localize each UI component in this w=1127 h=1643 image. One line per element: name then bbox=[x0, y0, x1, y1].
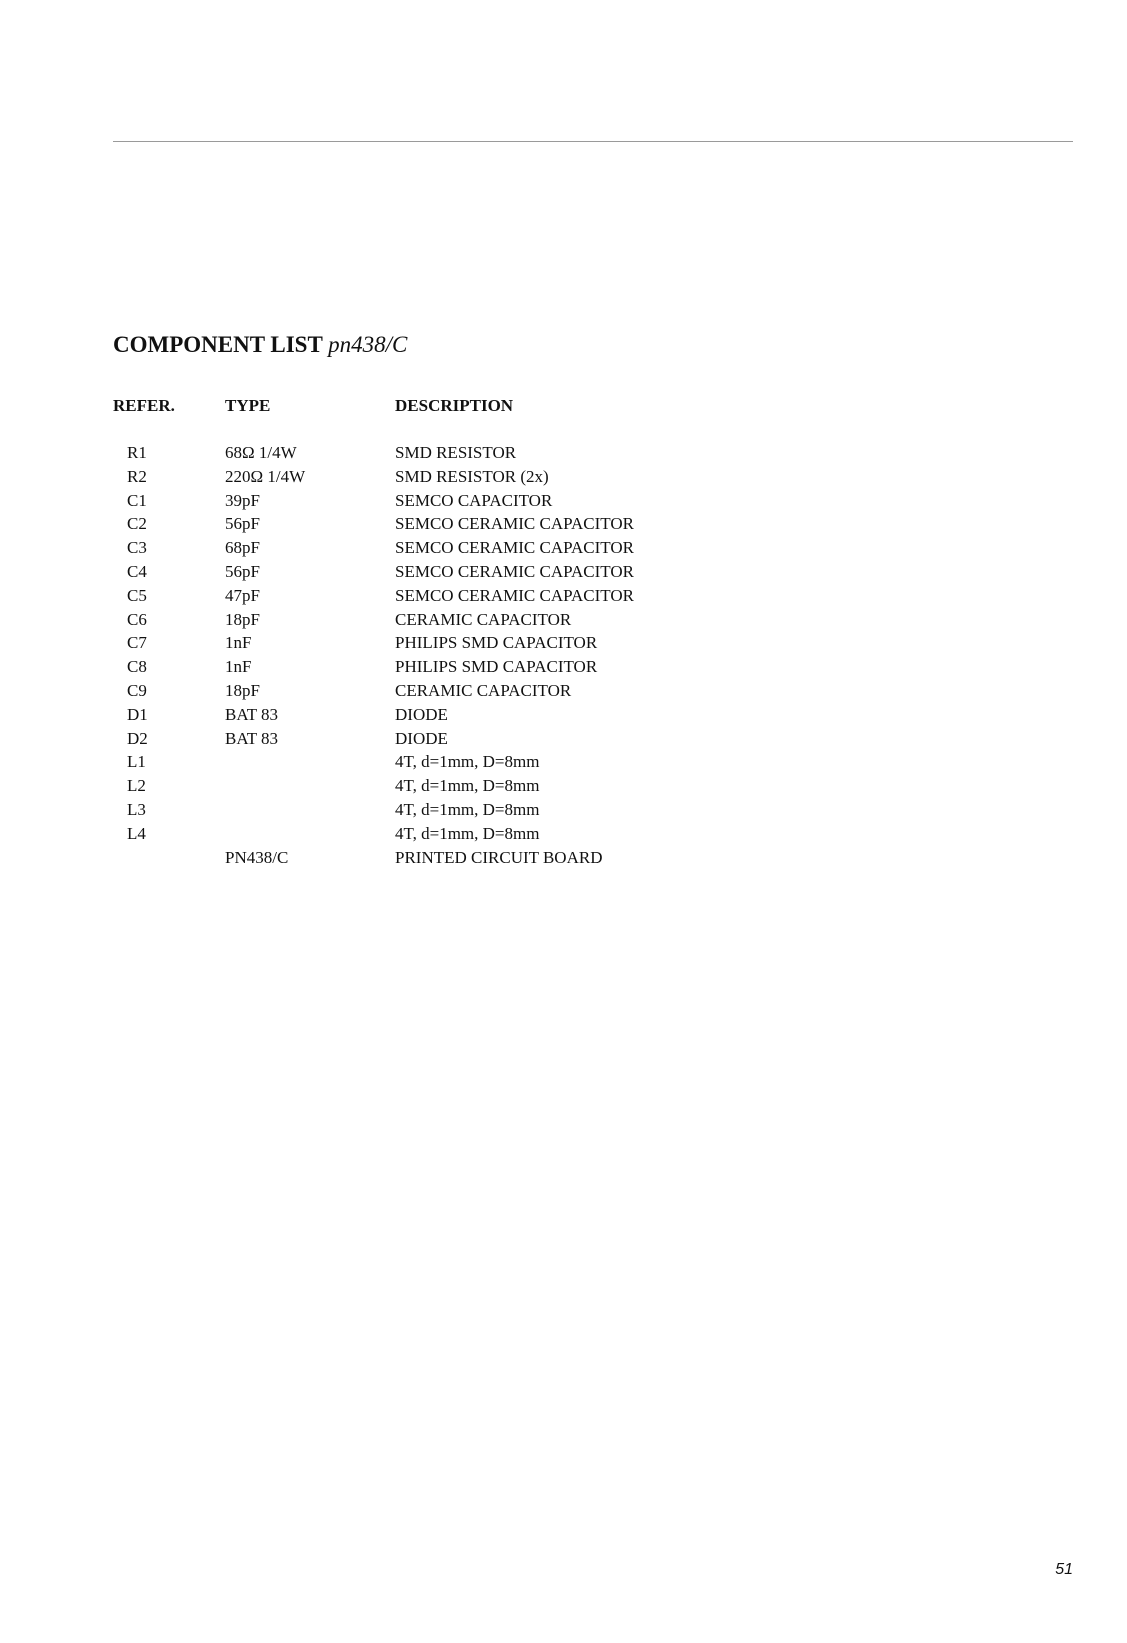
cell-refer: C2 bbox=[127, 514, 147, 534]
cell-refer bbox=[113, 846, 225, 870]
table-row bbox=[113, 608, 795, 632]
table-row bbox=[113, 584, 795, 608]
table-row bbox=[113, 750, 795, 774]
page-title-model: pn438/C bbox=[328, 332, 408, 357]
cell-refer: R1 bbox=[127, 443, 147, 462]
cell-type: 47pF bbox=[225, 585, 260, 605]
table-row bbox=[113, 536, 795, 560]
table-row bbox=[113, 441, 795, 465]
cell-type: BAT 83 bbox=[225, 728, 279, 748]
cell-type: 56pF bbox=[225, 561, 260, 581]
table-header-row bbox=[113, 395, 795, 441]
cell-type: 56pF bbox=[225, 514, 260, 534]
cell-description: PRINTED CIRCUIT BOARD bbox=[395, 847, 603, 867]
top-divider bbox=[113, 141, 1073, 142]
cell-type: 1nF bbox=[225, 633, 252, 653]
cell-description: CERAMIC CAPACITOR bbox=[395, 680, 572, 700]
table-row bbox=[113, 703, 795, 727]
cell-type: PN438/C bbox=[225, 847, 289, 867]
cell-description: 4T, d=1mm, D=8mm bbox=[395, 799, 540, 819]
cell-refer: C8 bbox=[127, 657, 147, 677]
cell-refer: C7 bbox=[127, 633, 147, 653]
table-row bbox=[113, 512, 795, 536]
page-number: 51 bbox=[1055, 1561, 1073, 1578]
page-title bbox=[113, 333, 407, 356]
cell-type: 220Ω 1/4W bbox=[225, 466, 306, 486]
cell-description: SMD RESISTOR (2x) bbox=[395, 466, 549, 486]
cell-refer: C5 bbox=[127, 585, 147, 605]
cell-type: 68pF bbox=[225, 538, 260, 558]
component-table bbox=[113, 395, 795, 869]
table-row bbox=[113, 489, 795, 513]
cell-type: 18pF bbox=[225, 680, 260, 700]
table-row bbox=[113, 465, 795, 489]
cell-description: DIODE bbox=[395, 728, 448, 748]
cell-type bbox=[225, 822, 395, 846]
cell-type: 1nF bbox=[225, 657, 252, 677]
cell-description: SEMCO CERAMIC CAPACITOR bbox=[395, 561, 635, 581]
page-title-main: COMPONENT LIST bbox=[113, 332, 323, 357]
cell-description: SMD RESISTOR bbox=[395, 443, 517, 462]
cell-type bbox=[225, 774, 395, 798]
header-refer: REFER. bbox=[113, 396, 175, 415]
table-row bbox=[113, 798, 795, 822]
table-row bbox=[113, 727, 795, 751]
table-row bbox=[113, 631, 795, 655]
cell-refer: C4 bbox=[127, 561, 147, 581]
cell-refer: L2 bbox=[127, 776, 146, 796]
cell-type bbox=[225, 798, 395, 822]
cell-refer: L1 bbox=[127, 752, 146, 772]
cell-description: SEMCO CERAMIC CAPACITOR bbox=[395, 538, 635, 558]
table-row bbox=[113, 846, 795, 870]
cell-type: 68Ω 1/4W bbox=[225, 443, 297, 462]
cell-description: 4T, d=1mm, D=8mm bbox=[395, 776, 540, 796]
cell-description: SEMCO CAPACITOR bbox=[395, 490, 553, 510]
cell-type: BAT 83 bbox=[225, 704, 279, 724]
cell-description: 4T, d=1mm, D=8mm bbox=[395, 823, 540, 843]
header-description: DESCRIPTION bbox=[395, 396, 514, 415]
cell-refer: C6 bbox=[127, 609, 147, 629]
cell-type bbox=[225, 750, 395, 774]
cell-refer: L3 bbox=[127, 799, 146, 819]
table-body bbox=[113, 441, 795, 869]
cell-refer: C9 bbox=[127, 680, 147, 700]
cell-description: SEMCO CERAMIC CAPACITOR bbox=[395, 514, 635, 534]
cell-description: 4T, d=1mm, D=8mm bbox=[395, 752, 540, 772]
cell-refer: R2 bbox=[127, 466, 147, 486]
table-row bbox=[113, 655, 795, 679]
cell-refer: D2 bbox=[127, 728, 148, 748]
cell-refer: D1 bbox=[127, 704, 148, 724]
header-type: TYPE bbox=[225, 396, 271, 415]
table-row bbox=[113, 822, 795, 846]
cell-description: CERAMIC CAPACITOR bbox=[395, 609, 572, 629]
cell-description: SEMCO CERAMIC CAPACITOR bbox=[395, 585, 635, 605]
cell-description: PHILIPS SMD CAPACITOR bbox=[395, 657, 598, 677]
cell-type: 39pF bbox=[225, 490, 260, 510]
table-row bbox=[113, 560, 795, 584]
cell-refer: L4 bbox=[127, 823, 146, 843]
cell-refer: C1 bbox=[127, 490, 147, 510]
cell-refer: C3 bbox=[127, 538, 147, 558]
table-row bbox=[113, 679, 795, 703]
cell-type: 18pF bbox=[225, 609, 260, 629]
cell-description: DIODE bbox=[395, 704, 448, 724]
cell-description: PHILIPS SMD CAPACITOR bbox=[395, 633, 598, 653]
table-row bbox=[113, 774, 795, 798]
